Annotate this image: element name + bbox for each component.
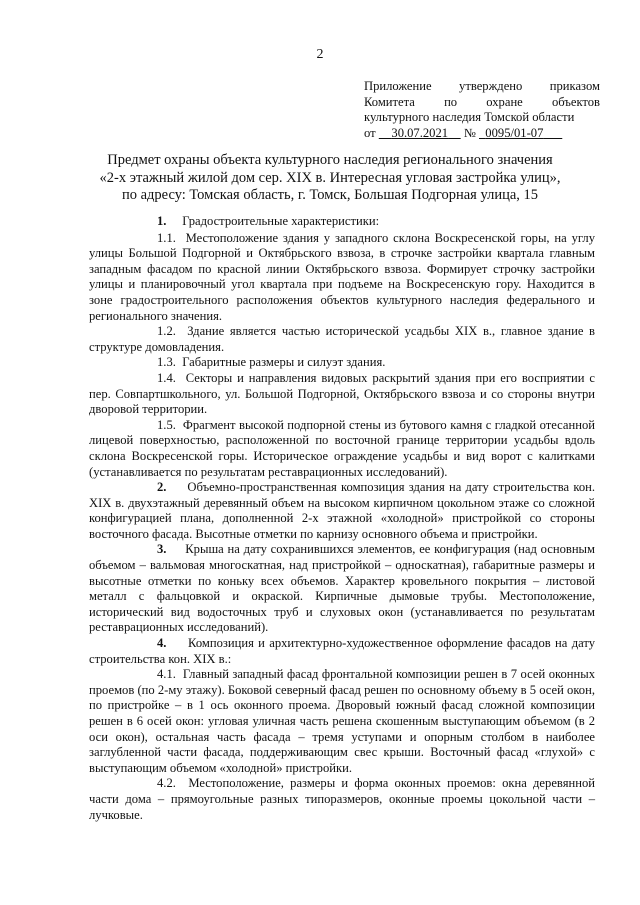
title-line-1: Предмет охраны объекта культурного наследия регионального значения [107,152,553,168]
appendix-date-line [364,126,600,142]
section-text: Фрагмент высокой подпорной стены из бутового камня с гладкой отесанной лицевой поверхностью, расположенной по восточной границе территории усадьбы вдоль склона Воскресенской горы. Историческое ограждение усадьбы и вид ворот с калитками (устанавливается по результатам реставрационных исследований). [89,417,595,479]
section-number: 1.2. [157,324,176,339]
appendix-word: Комитета [364,94,415,109]
section-text: Габаритные размеры и силуэт здания. [182,355,386,370]
section-3 [89,542,595,636]
title-line-3: по адресу: Томская область, г. Томск, Большая Подгорная улица, 15 [121,187,539,203]
section-number: 1.5. [157,417,176,432]
section-number: 4.1. [157,667,176,682]
section-text: Композиция и архитектурно-художественное оформление фасадов на дату строительства кон. XIX в.: [89,636,596,666]
appendix-header [364,79,600,141]
appendix-word: объектов [551,94,600,109]
appendix-line-2 [364,95,600,111]
appendix-word: охране [486,94,523,109]
document-body [89,214,595,823]
section-text: Градостроительные характеристики: [182,214,380,228]
section-number: 1.3. [157,355,176,370]
section-text: Объемно-пространственная композиция здания на дату строительства кон. XIX в. двухэтажный деревянный объем на высоком кирпичном цокольном этаже со сложной конфигурацией плана, дополненной 2-х этажной «холодной» пристройкой со стороны восточного фасада. Высотные отметки по карнизу основного объема и пристройки. [89,480,596,541]
section-1 [89,214,595,230]
section-number: 4.2. [157,776,176,791]
appendix-word: Приложение [364,79,432,93]
number-prefix: № [463,125,476,140]
date-prefix: от [364,125,376,140]
document-title [60,152,600,205]
appendix-word: приказом [549,79,600,93]
order-number: 0095/01-07 [485,125,544,140]
section-text: Здание является частью исторической усадьбы XIX в., главное здание в структуре домовладения. [89,324,596,354]
appendix-word: утверждено [459,79,523,93]
section-1-5 [89,418,595,480]
appendix-line-1 [364,79,600,95]
section-text: Местоположение здания у западного склона Воскресенской горы, на углу улицы Большой Подгорной и Октябрьского взвоза, в строчке застройки квартала главным западным фасадом по красной линии Октябрьского взвоза. Формирует строчку застройки улицы и планировочный угол квартала при подъеме на Воскресенскую гору. Находится в зоне градостроительного расположения объектов культурного наследия федерального и регионального значения. [89,230,595,323]
section-number: 1.1. [157,230,176,245]
section-text: Крыша на дату сохранившихся элементов, ее конфигурация (над основным объемом – вальмовая многоскатная, над пристройкой – односкатная), габаритные размеры и высотные отметки по коньку всех объемов. Характер кровельного покрытия – листовой металл с фальцовкой и окраской. Кирпичные дымовые трубы. Местоположение, исторический вид водосточных труб и слуховых окон (устанавливается по результатам реставрационных исследований). [89,542,595,635]
section-4-1 [89,667,595,776]
section-number: 3. [157,542,167,557]
section-1-2 [89,324,595,355]
section-1-3 [89,355,595,371]
section-text: Главный западный фасад фронтальной композиции решен в 7 осей оконных проемов (по 2-му этажу). Боковой северный фасад решен по основному объему в 5 осей окон, по пристройке – в 1 ось оконного проема. Дворовый южный фасад сложной композиции решен в 6 осей окон: угловая уличная часть решена скошенным выступающим объемом (в 2 оси окон), остальная часть фасада – тремя уступами и опорным столбом в наиболее заглубленной части фасада, поддерживающим свес крыши. Восточный фасад «глухой» с выступающим объемом «холодной» пристройки. [89,667,596,775]
section-text: Местоположение, размеры и форма оконных проемов: окна деревянной части дома – прямоугольные разных типоразмеров, оконные проемы цокольной части – лучковые. [89,776,595,822]
page-number: 2 [316,47,324,62]
section-number: 1.4. [157,370,176,385]
order-date: 30.07.2021 [391,125,449,140]
section-number: 2. [157,480,167,495]
section-2 [89,480,595,542]
section-1-1 [89,231,595,325]
section-4-2 [89,776,595,823]
section-1-4 [89,371,595,418]
title-line-2: «2-х этажный жилой дом сер. XIX в. Интересная угловая застройка улиц», [99,169,561,186]
section-text: Секторы и направления видовых раскрытий здания при его восприятии с пер. Совпартшкольного, ул. Большой Подгорной, Октябрьского взвоза и со стороны внутри дворовой территории. [89,370,596,417]
section-number: 4. [157,636,167,651]
appendix-line-3: культурного наследия Томской области [364,110,575,124]
section-number: 1. [157,214,167,228]
appendix-word: по [444,94,458,109]
section-4 [89,636,595,667]
